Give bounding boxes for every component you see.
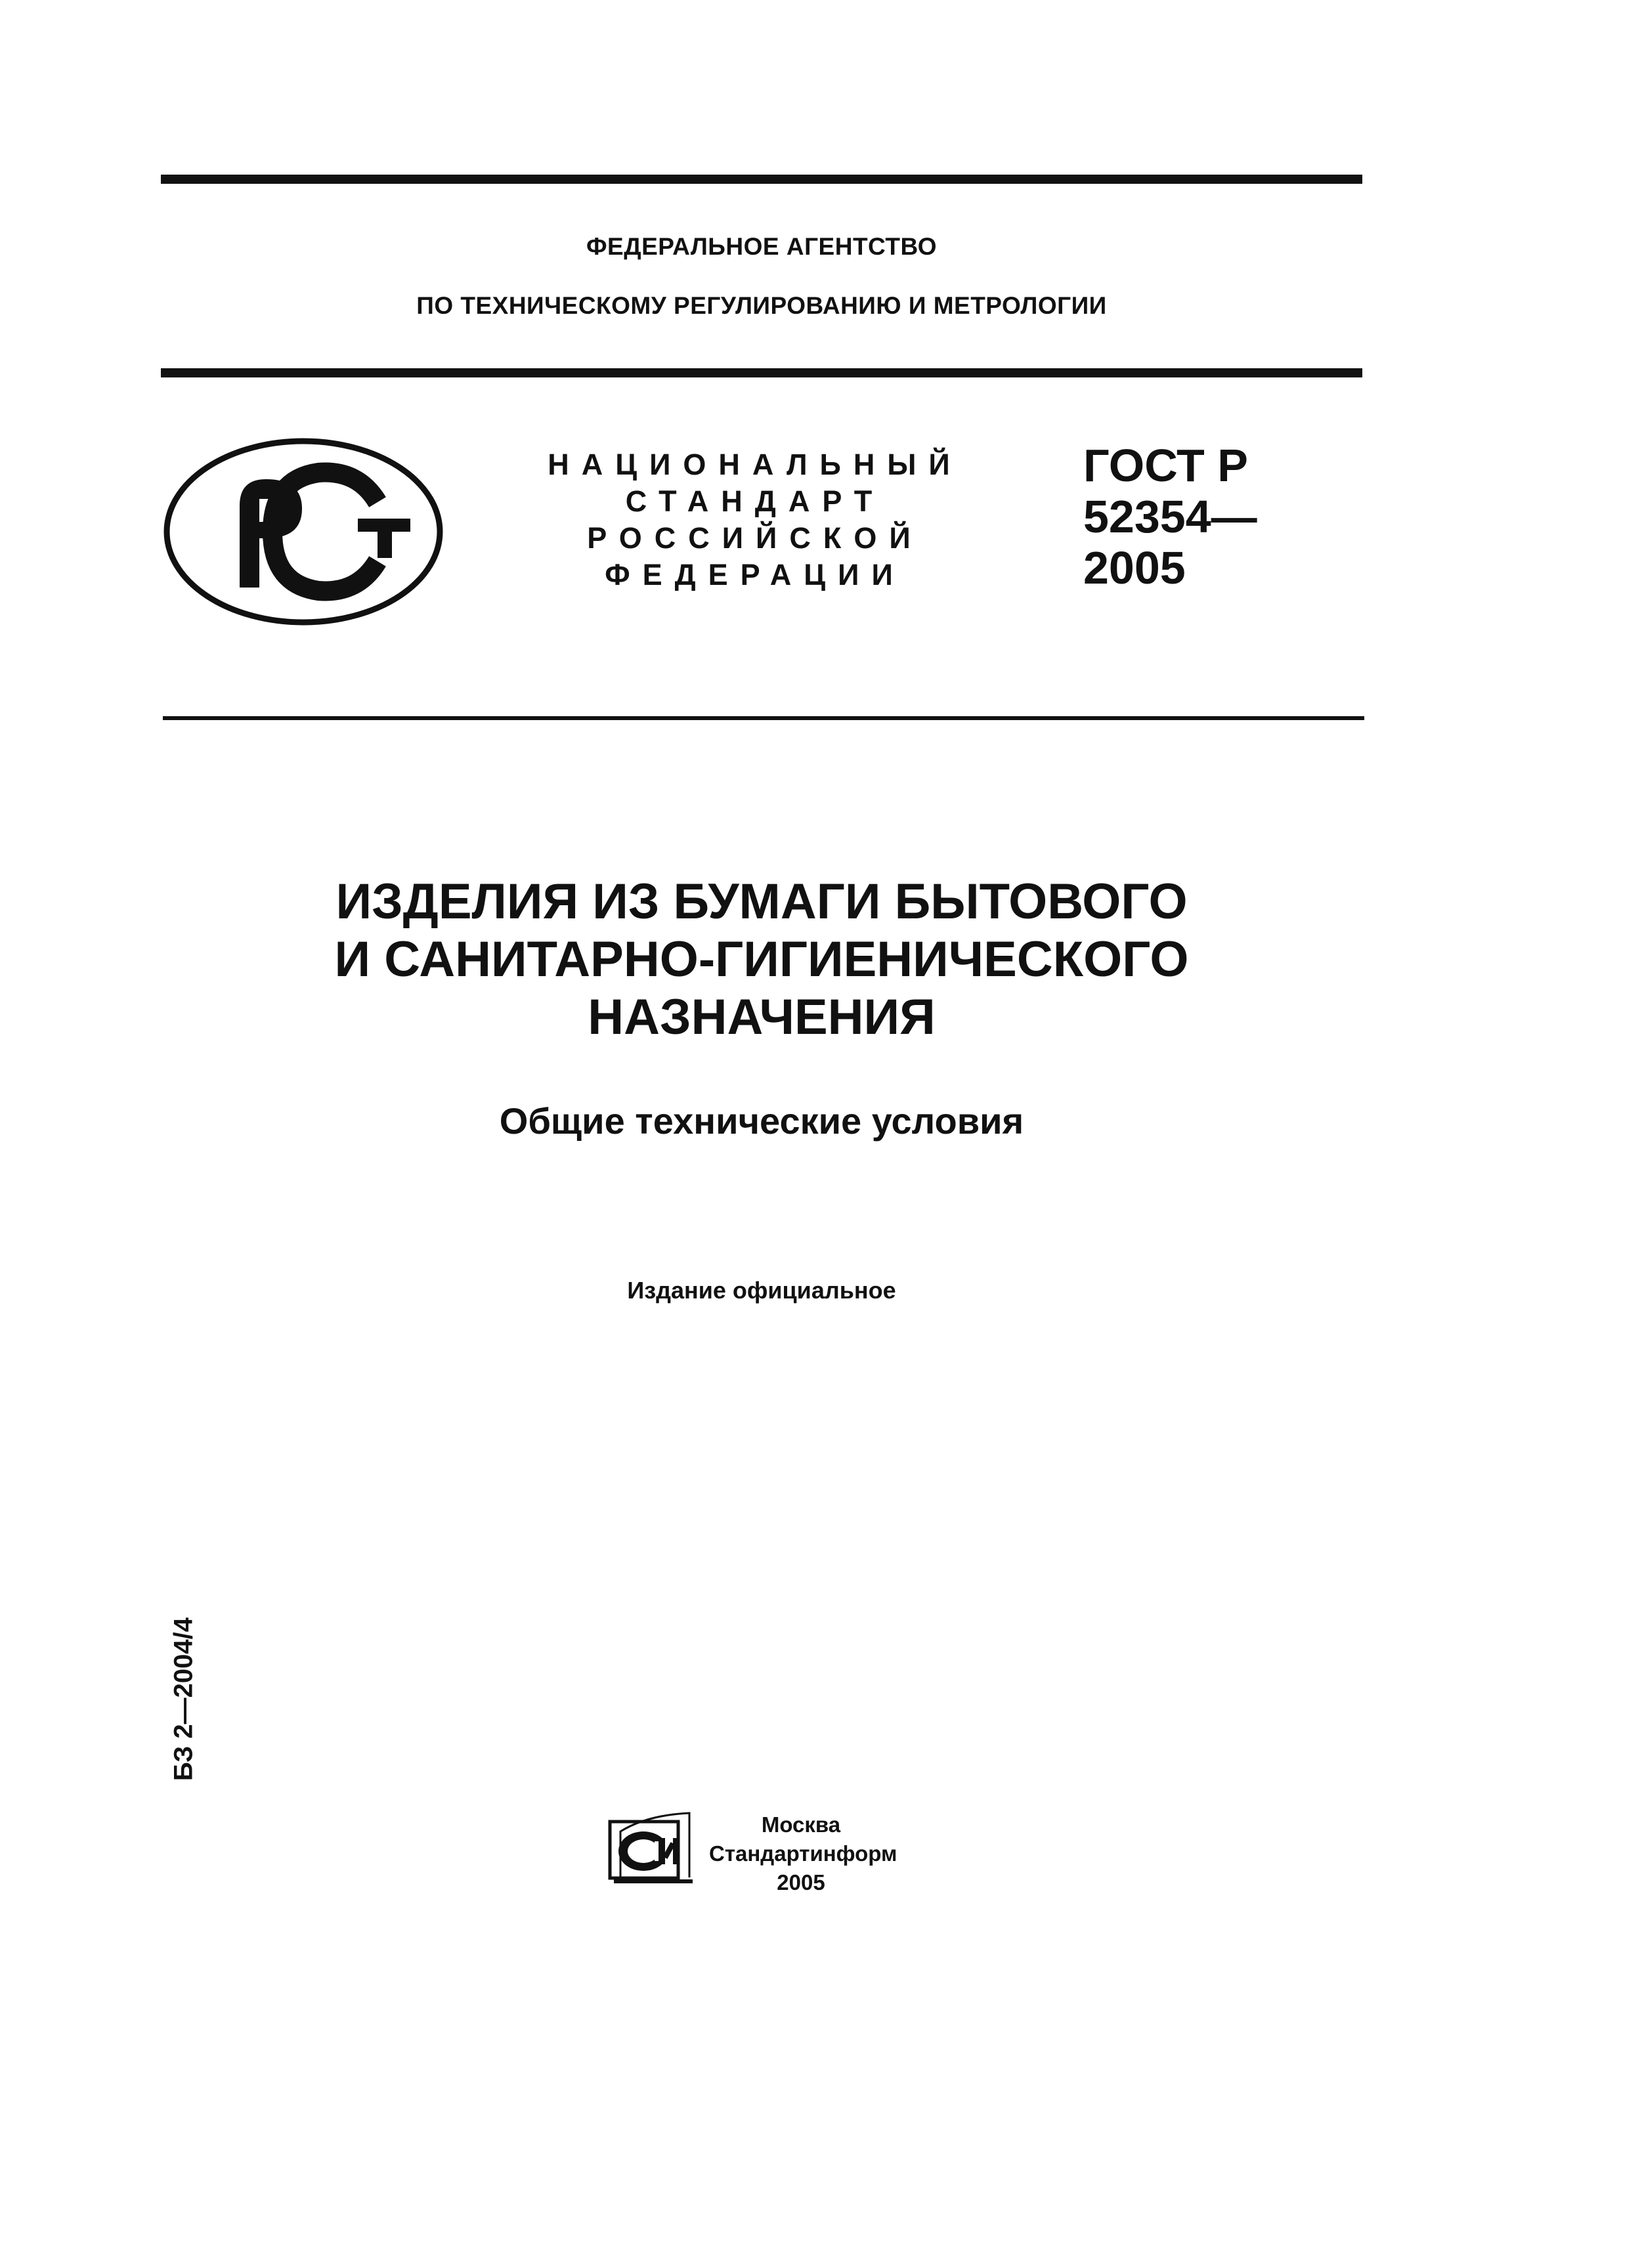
publisher-name: Стандартинформ <box>709 1841 897 1866</box>
standard-designation <box>1083 440 1257 593</box>
publisher-year: 2005 <box>777 1870 825 1894</box>
title-line-2: И САНИТАРНО-ГИГИЕНИЧЕСКОГО <box>334 931 1189 987</box>
designation-line-1: ГОСТ Р <box>1083 440 1248 491</box>
side-code-text: БЗ 2—2004/4 <box>169 1617 198 1781</box>
publisher-city: Москва <box>761 1812 841 1837</box>
standard-type-block <box>538 446 972 593</box>
standard-type-line-2: СТАНДАРТ <box>625 484 885 518</box>
header-bottom-rule <box>161 368 1362 377</box>
designation-line-2: 52354— <box>1083 491 1257 542</box>
document-subtitle: Общие технические условия <box>499 1100 1024 1142</box>
designation-line-3: 2005 <box>1083 542 1186 593</box>
title-line-1: ИЗДЕЛИЯ ИЗ БУМАГИ БЫТОВОГО <box>335 874 1188 930</box>
standard-type-line-3: РОССИЙСКОЙ <box>587 521 923 555</box>
publisher-block <box>709 1810 897 1897</box>
title-line-3: НАЗНАЧЕНИЯ <box>588 989 936 1045</box>
document-title <box>161 873 1362 1046</box>
rst-logo <box>161 433 446 630</box>
agency-name-line-1: ФЕДЕРАЛЬНОЕ АГЕНТСТВО <box>586 233 938 260</box>
top-rule <box>161 175 1362 184</box>
standard-type-line-1: НАЦИОНАЛЬНЫЙ <box>548 448 962 481</box>
section-rule <box>163 716 1364 720</box>
edition-label: Издание официальное <box>627 1277 896 1304</box>
standartinform-logo <box>607 1812 699 1887</box>
standard-type-line-4: ФЕДЕРАЦИИ <box>605 558 905 591</box>
agency-name-line-2: ПО ТЕХНИЧЕСКОМУ РЕГУЛИРОВАНИЮ И МЕТРОЛОГИИ <box>416 292 1107 319</box>
